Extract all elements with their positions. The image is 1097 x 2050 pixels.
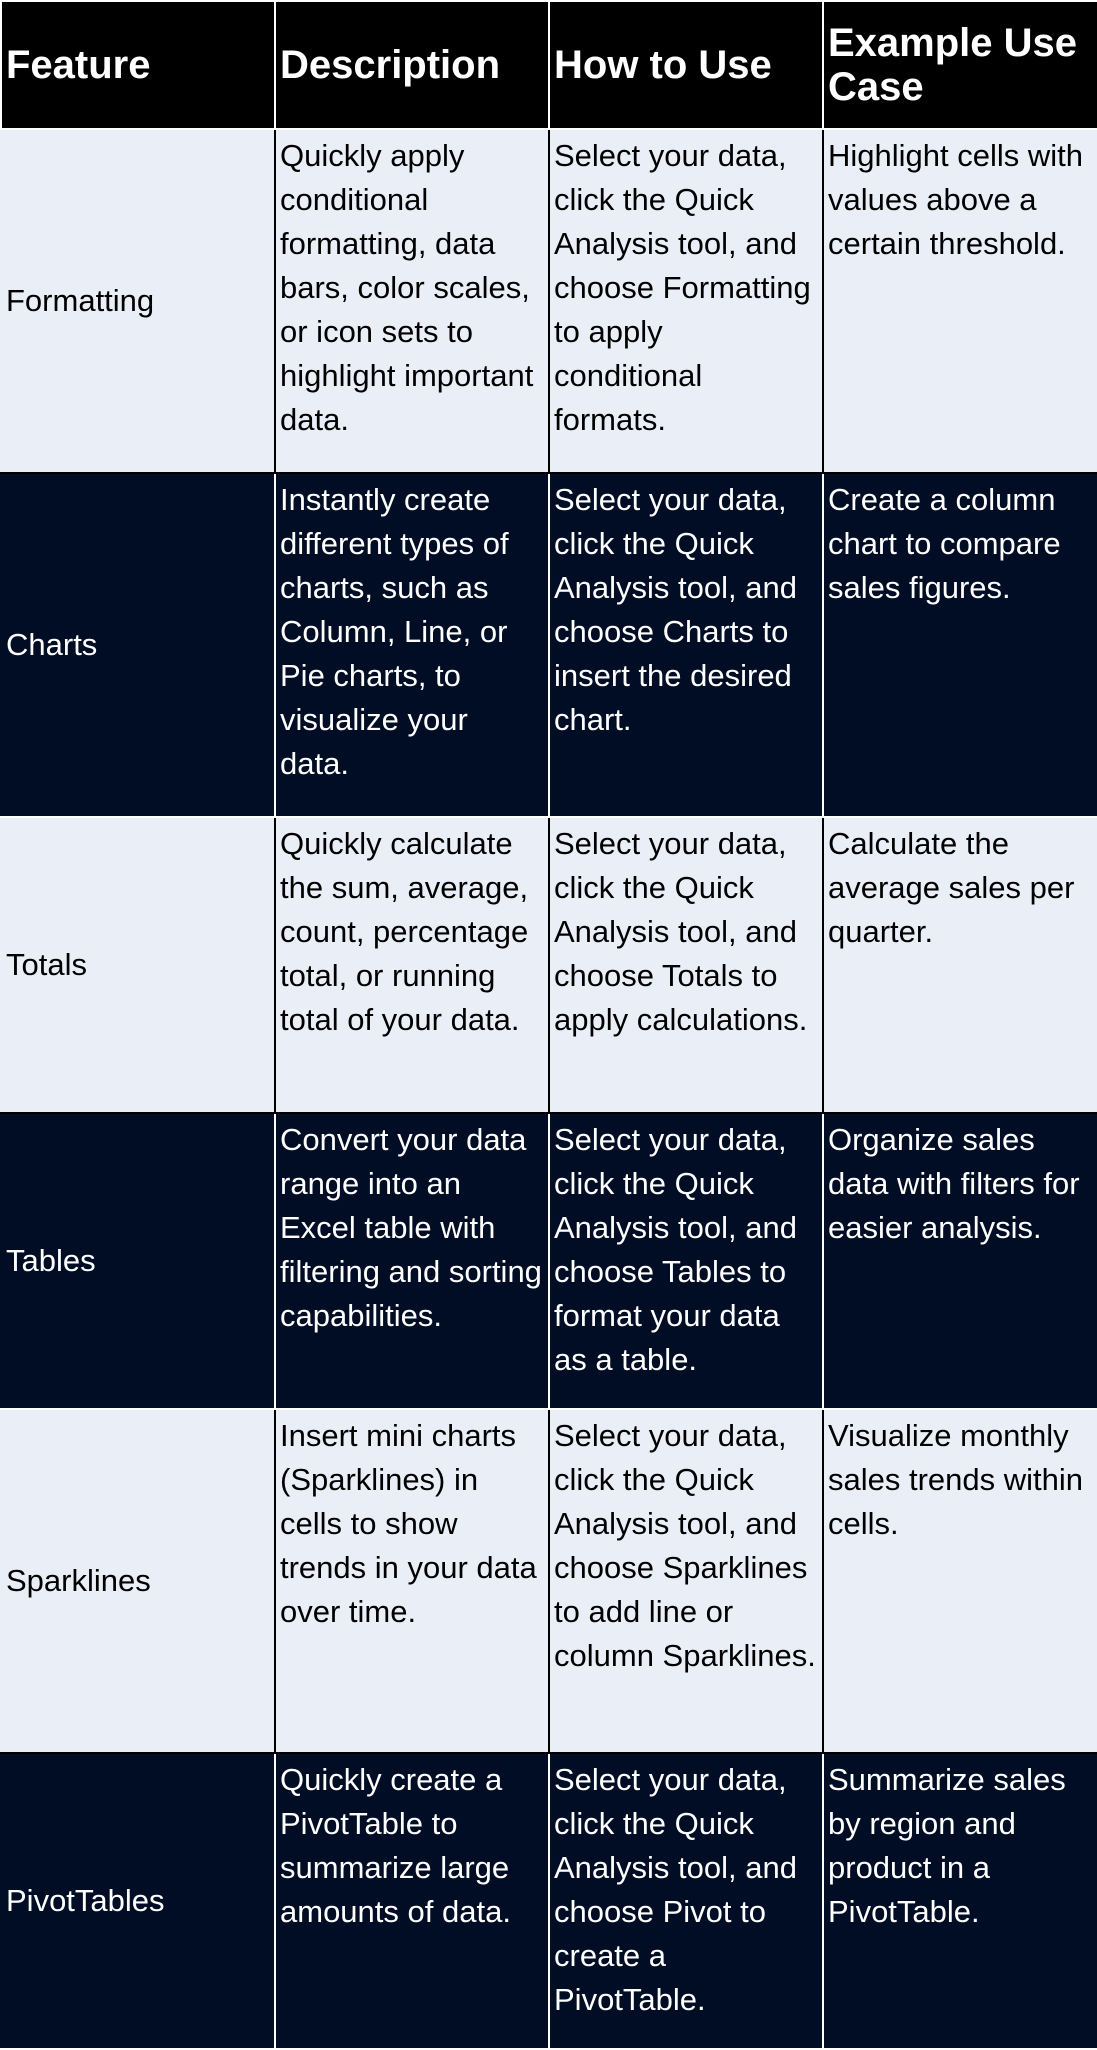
example-cell: Highlight cells with values above a certain threshold. [823, 129, 1097, 473]
example-cell: Visualize monthly sales trends within cells. [823, 1409, 1097, 1753]
feature-cell: Charts [1, 473, 275, 817]
description-cell: Instantly create different types of charts, such as Column, Line, or Pie charts, to visualize your data. [275, 473, 549, 817]
how-to-use-cell: Select your data, click the Quick Analysis tool, and choose Totals to apply calculations. [549, 817, 823, 1113]
table-header [1, 1, 1097, 129]
header-how-to-use: How to Use [549, 1, 823, 129]
feature-cell: Tables [1, 1113, 275, 1409]
example-cell: Calculate the average sales per quarter. [823, 817, 1097, 1113]
how-to-use-cell: Select your data, click the Quick Analysis tool, and choose Formatting to apply conditional formats. [549, 129, 823, 473]
table-row [1, 473, 1097, 817]
example-cell: Create a column chart to compare sales figures. [823, 473, 1097, 817]
header-description: Description [275, 1, 549, 129]
how-to-use-cell: Select your data, click the Quick Analysis tool, and choose Sparklines to add line or column Sparklines. [549, 1409, 823, 1753]
header-feature: Feature [1, 1, 275, 129]
header-example-use-case: Example Use Case [823, 1, 1097, 129]
feature-cell: PivotTables [1, 1753, 275, 2049]
description-cell: Quickly apply conditional formatting, data bars, color scales, or icon sets to highlight important data. [275, 129, 549, 473]
table-row [1, 129, 1097, 473]
header-row [1, 1, 1097, 129]
table-row [1, 1409, 1097, 1753]
feature-cell: Sparklines [1, 1409, 275, 1753]
description-cell: Insert mini charts (Sparklines) in cells to show trends in your data over time. [275, 1409, 549, 1753]
description-cell: Quickly calculate the sum, average, count, percentage total, or running total of your data. [275, 817, 549, 1113]
feature-cell: Formatting [1, 129, 275, 473]
feature-cell: Totals [1, 817, 275, 1113]
how-to-use-cell: Select your data, click the Quick Analysis tool, and choose Charts to insert the desired chart. [549, 473, 823, 817]
table-body [1, 129, 1097, 2049]
description-cell: Convert your data range into an Excel table with filtering and sorting capabilities. [275, 1113, 549, 1409]
table-row [1, 1753, 1097, 2049]
description-cell: Quickly create a PivotTable to summarize large amounts of data. [275, 1753, 549, 2049]
table-row [1, 1113, 1097, 1409]
how-to-use-cell: Select your data, click the Quick Analysis tool, and choose Tables to format your data as a table. [549, 1113, 823, 1409]
example-cell: Summarize sales by region and product in a PivotTable. [823, 1753, 1097, 2049]
example-cell: Organize sales data with filters for easier analysis. [823, 1113, 1097, 1409]
table-row [1, 817, 1097, 1113]
how-to-use-cell: Select your data, click the Quick Analysis tool, and choose Pivot to create a PivotTable. [549, 1753, 823, 2049]
